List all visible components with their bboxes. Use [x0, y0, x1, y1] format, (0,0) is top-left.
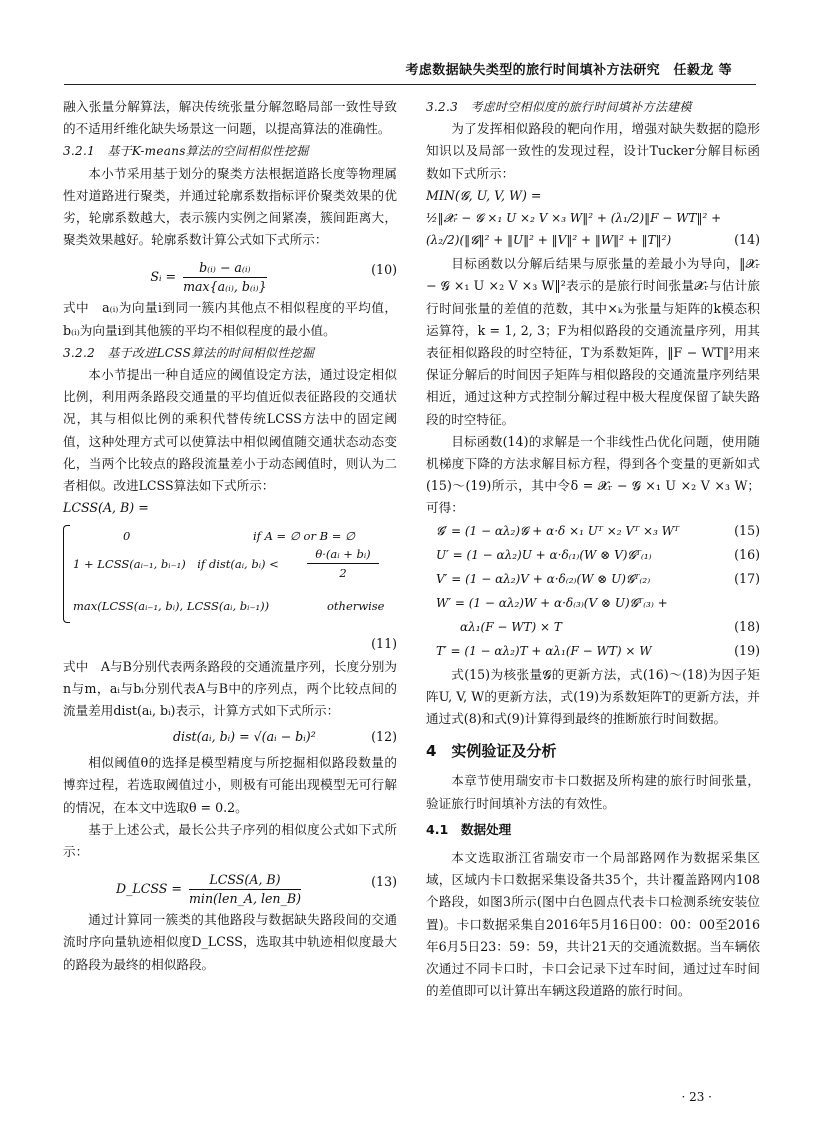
section-4-paragraph: 本章节使用瑞安市卡口数据及所构建的旅行时间张量，验证旅行时间填补方法的有效性。 — [426, 773, 760, 811]
equation-15 — [426, 520, 760, 544]
section-4-1-paragraph: 本文选取浙江省瑞安市一个局部路网作为数据采集区域，区域内卡口数据采集设备共35个，共计覆盖路网内108个路段，如图3所示(图中白色圆点代表卡口检测系统安装位置)。卡口数据采集自2016年5月16日00：00：00至2016年6月5日23：59：59，共计21天的交通流数据。当车辆依次通过不同卡口时，卡口会记录下过车时间，通过过车时间的差值即可以计算出车辆这段道路的旅行时间。 — [426, 850, 760, 999]
equation-14 — [426, 229, 760, 253]
intro-paragraph: 融入张量分解算法，解决传统张量分解忽略局部一致性导致的不适用纤维化缺失场景这一问题，以提高算法的准确性。 — [63, 99, 397, 137]
equation-19 — [426, 640, 760, 664]
eq10-numerator: b₍ᵢ₎ − a₍ᵢ₎ — [183, 259, 267, 278]
eq19-label: (19) — [734, 642, 760, 658]
section-3-2-2-paragraph: 本小节提出一种自适应的阈值设定方法，通过设定相似比例，利用两条路段交通量的平均值近似表征路段的交通状况，其与相似比例的乘积代替传统LCSS方法中的固定阈值，这种处理方式可以使算法中相似阈值随交通状态动态变化，当两个比较点的路段流量差小于动态阈值时，则认为二者相似。改进LCSS算法如下式所示： — [63, 367, 397, 494]
eq13-lhs: D_LCSS = — [115, 881, 182, 897]
eq19-body: T′ = (1 − αλ₂)T + αλ₁(F − WT) × W — [436, 643, 652, 658]
eq14-line1: MIN(𝓖, U, V, W) = — [426, 187, 542, 203]
eq18-line2: αλ₁(F − WT) × T — [460, 619, 562, 634]
eq17-label: (17) — [734, 570, 760, 586]
eq10-where: 式中 a₍ᵢ₎为向量i到同一簇内其他点不相似程度的平均值，b₍ᵢ₎为向量i到其他簇的平均不相似程度的最小值。 — [63, 300, 397, 338]
eq15-body: 𝓖′ = (1 − αλ₂)𝓖 + α·δ ×₁ Uᵀ ×₂ Vᵀ ×₃ Wᵀ — [436, 523, 679, 538]
eq12-label: (12) — [371, 729, 397, 745]
section-3-2-1-title: 3.2.1 基于K-means算法的空间相似性挖掘 — [63, 144, 309, 159]
page-number: · 23 · — [681, 1090, 712, 1104]
running-header-title: 考虑数据缺失类型的旅行时间填补方法研究 任毅龙 等 — [405, 63, 732, 78]
header-rule — [64, 84, 756, 85]
right-column — [426, 96, 760, 1003]
section-3-2-3-title: 3.2.3 考虑时空相似度的旅行时间填补方法建模 — [426, 100, 692, 114]
eq18-label: (18) — [734, 618, 760, 634]
eq11-row2-value: 1 + LCSS(aᵢ₋₁, bᵢ₋₁) if dist(aᵢ, bᵢ) < — [73, 557, 279, 572]
equation-13 — [63, 863, 397, 907]
equation-10 — [63, 251, 397, 295]
eq14-label: (14) — [734, 232, 760, 248]
eq18-line1: W′ = (1 − αλ₂)W + α·δ₍₃₎(V ⊗ U)𝓖ᵀ₍₃₎ + — [436, 595, 668, 610]
eq14-line2: ½‖𝓧ᵣ − 𝓖 ×₁ U ×₂ V ×₃ W‖² + (λ₁/2)‖F − WT‖² + — [426, 211, 722, 226]
update-paragraph: 式(15)为核张量𝓖的更新方法，式(16)～(18)为因子矩阵U, V, W的更新方法，式(19)为系数矩阵T的更新方法，并通过式(8)和式(9)计算得到最终的推断旅行时间数据。 — [426, 666, 760, 727]
eq11-row2-frac-num: θ·(aᵢ + bᵢ) — [307, 545, 379, 564]
eq15-label: (15) — [734, 522, 760, 538]
eq13-denominator: min(len_A, len_B) — [188, 891, 302, 907]
closing-paragraph: 通过计算同一簇类的其他路段与数据缺失路段间的交通流时序向量轨迹相似度D_LCSS，选取其中轨迹相似度最大的路段为最终的相似路段。 — [63, 912, 397, 972]
eq11-brace — [63, 525, 70, 623]
eq11-row1-value: 0 — [123, 529, 131, 544]
running-header — [0, 58, 816, 88]
eq14-line3: (λ₂/2)(‖𝓖‖² + ‖U‖² + ‖V‖² + ‖W‖² + ‖T‖²) — [426, 233, 672, 248]
eq16-label: (16) — [734, 546, 760, 562]
eq13-label: (13) — [371, 874, 397, 890]
eq13-numerator: LCSS(A, B) — [189, 871, 301, 890]
equation-12 — [63, 726, 397, 750]
theta-paragraph: 相似阈值θ的选择是模型精度与所挖掘相似路段数量的博弈过程，若选取阈值过小，则极有可能出现模型无可行解的情况，在本文中选取θ = 0.2。 — [63, 755, 397, 815]
eq12-body: dist(aᵢ, bᵢ) = √(aᵢ − bᵢ)² — [173, 729, 316, 745]
equation-18 — [426, 616, 760, 640]
equation-18-line1 — [426, 592, 760, 616]
eq11-row2-frac-den: 2 — [339, 566, 347, 581]
section-4-1-title: 4.1 数据处理 — [426, 821, 512, 837]
eq10-denominator: max{a₍ᵢ₎, b₍ᵢ₎} — [183, 279, 267, 295]
equation-17 — [426, 568, 760, 592]
equation-11 — [63, 521, 397, 631]
eq10-label: (10) — [371, 262, 397, 278]
eq17-body: V′ = (1 − αλ₂)V + α·δ₍₂₎(W ⊗ U)𝓖ᵀ₍₂₎ — [436, 571, 651, 586]
section-3-2-2-title: 3.2.2 基于改进LCSS算法的时间相似性挖掘 — [63, 345, 315, 360]
left-column — [63, 96, 397, 976]
eq11-label: (11) — [371, 636, 397, 652]
section-4-title: 4 实例验证及分析 — [426, 742, 557, 761]
eq11-lhs: LCSS(A, B) = — [63, 500, 149, 516]
solve-paragraph: 目标函数(14)的求解是一个非线性凸优化问题，使用随机梯度下降的方法求解目标方程，得到各个变量的更新如式(15)～(19)所示，其中令δ = 𝓧ᵣ − 𝓖 ×₁ U ×₂ V ×₃ W；可得： — [426, 433, 760, 516]
eq11-row1-cond: if A = ∅ or B = ∅ — [253, 529, 356, 544]
objective-paragraph: 目标函数以分解后结果与原张量的差最小为导向，‖𝓧ᵣ − 𝓖 ×₁ U ×₂ V ×₃ W‖²表示的是旅行时间张量𝓧ᵣ与估计旅行时间张量的差值的范数，其中×ₖ为张量与矩阵的k模态积运算符，k = 1, 2, 3；F为相似路段的交通流量序列，用其表征相似路段的时空特征，T为系数矩阵，‖F − WT‖²用来保证分解后的时间因子矩阵与相似路段的交通流量序列结果相近，通过这种方式控制分解过程中极大程度保留了缺失路段的时空特征。 — [426, 256, 760, 427]
eq11-where: 式中 A与B分别代表两条路段的交通流量序列，长度分别为n与m，aᵢ与bᵢ分别代表A与B中的序列点，两个比较点间的流量差用dist(aᵢ, bᵢ)表示，计算方式如下式所示： — [63, 658, 397, 719]
eq11-row3-value: max(LCSS(aᵢ₋₁, bᵢ), LCSS(aᵢ, bᵢ₋₁)) — [73, 599, 270, 614]
section-3-2-1-paragraph: 本小节采用基于划分的聚类方法根据道路长度等物理属性对道路进行聚类，并通过轮廓系数指标评价聚类效果的优劣，轮廓系数越大，表示簇内实例之间紧凑，簇间距离大，聚类效果越好。轮廓系数计算公式如下式所示： — [63, 165, 397, 248]
eq16-body: U′ = (1 − αλ₂)U + α·δ₍₁₎(W ⊗ V)𝓖ᵀ₍₁₎ — [436, 547, 652, 562]
eq10-lhs: Sᵢ = — [150, 269, 177, 285]
section-3-2-3-paragraph: 为了发挥相似路段的靶向作用，增强对缺失数据的隐形知识以及局部一致性的发现过程，设计Tucker分解目标函数如下式所示： — [426, 121, 760, 181]
lcss-similarity-paragraph: 基于上述公式，最长公共子序列的相似度公式如下式所示： — [63, 821, 397, 860]
equation-16 — [426, 544, 760, 568]
eq11-row3-cond: otherwise — [327, 599, 385, 614]
